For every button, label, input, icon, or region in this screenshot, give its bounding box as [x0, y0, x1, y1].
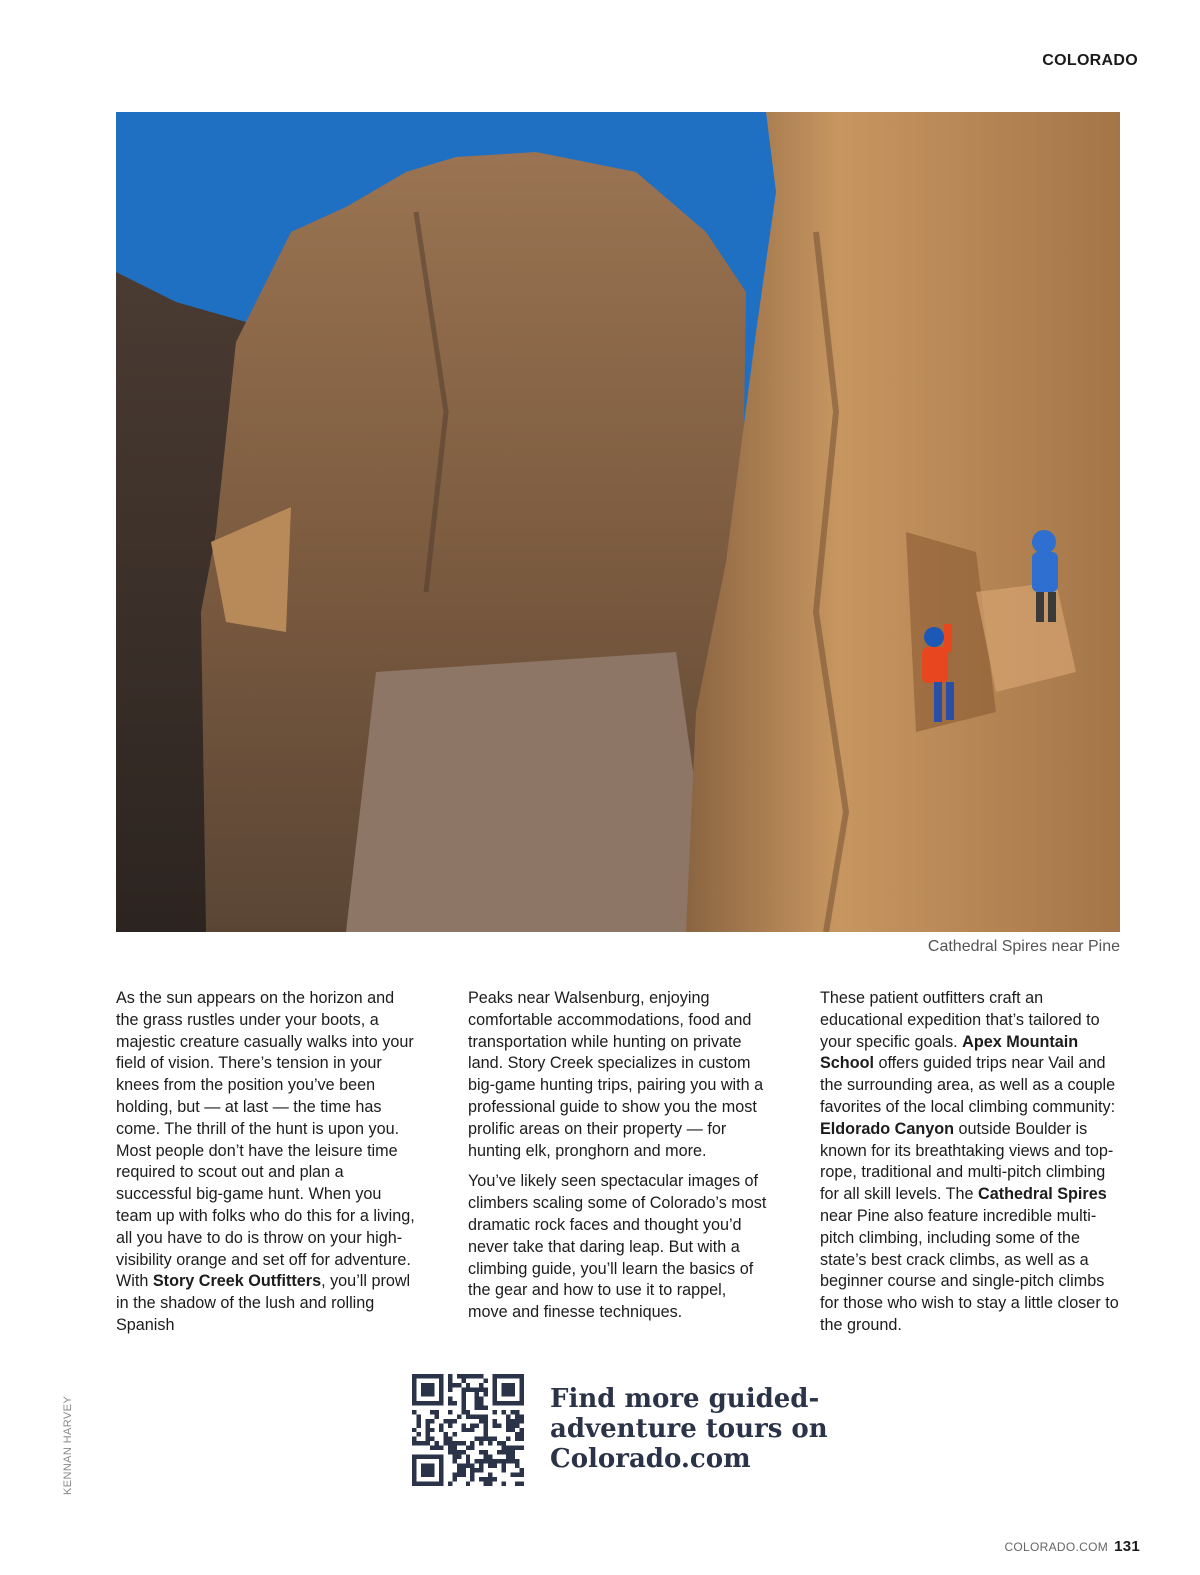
article-body: [116, 988, 1120, 1346]
paragraph: You’ve likely seen spectacular images of climbers scaling some of Colorado’s most dramatic rock faces and thought you’d never take that daring leap. But with a climbing guide, you’ll learn the basics of the gear and how to use it to rappel, move and finesse techniques.: [468, 1172, 767, 1322]
article-column-2: [468, 988, 768, 1346]
outfitter-name: Apex Mountain School: [820, 1032, 1079, 1073]
qr-code-icon[interactable]: [412, 1374, 524, 1486]
cta-line: Find more guided-: [550, 1384, 820, 1414]
article-column-1: [116, 988, 416, 1346]
paragraph: These patient outfitters craft an educational expedition that’s tailored to your specific goals. Apex Mountain School offers guided trips near Vail and the surrounding area, as well as a couple favorites of the local climbing community: Eldorado Canyon outside Boulder is known for its breathtaking views and top-rope, traditional and multi-pitch climbing for all skill levels. The Cathedral Spires near Pine also feature incredible multi-pitch climbing, including some of the state’s best crack climbs, as well as a beginner course and single-pitch climbs for those who wish to stay a little closer to the ground.: [820, 989, 1119, 1334]
cta-link-text[interactable]: Colorado.com: [550, 1444, 751, 1474]
article-column-3: [820, 988, 1120, 1346]
page-footer: [1004, 1538, 1140, 1555]
location-name: Cathedral Spires: [978, 1185, 1107, 1204]
photo-credit: KENNAN HARVEY: [62, 1395, 74, 1495]
paragraph: As the sun appears on the horizon and the grass rustles under your boots, a majestic creature casually walks into your field of vision. There’s tension in your knees from the position you’ve been holding, but — at last — the time has come. The thrill of the hunt is upon you. Most people don’t have the leisure time required to scout out and plan a successful big-game hunt. When you team up with folks who do this for a living, all you have to do is throw on your high-visibility orange and set off for adventure. With Story Creek Outfitters, you’ll prowl in the shadow of the lush and rolling Spanish: [116, 989, 415, 1334]
photo-caption: Cathedral Spires near Pine: [927, 938, 1120, 955]
outfitter-name: Story Creek Outfitters: [152, 1272, 322, 1291]
paragraph: Peaks near Walsenburg, enjoying comfortable accommodations, food and transportation while hunting on private land. Story Creek specializes in custom big-game hunting trips, pairing you with a professional guide to show you the most prolific areas on their property — for hunting elk, pronghorn and more.: [468, 989, 764, 1160]
location-name: Eldorado Canyon: [820, 1119, 955, 1138]
section-header: COLORADO: [1042, 52, 1138, 69]
footer-site: COLORADO.COM: [1004, 1540, 1109, 1554]
cta-line: adventure tours on: [550, 1414, 828, 1444]
cta-text: [550, 1384, 840, 1474]
page-number: 131: [1114, 1538, 1140, 1555]
cathedral-spires-photo: [116, 112, 1120, 932]
